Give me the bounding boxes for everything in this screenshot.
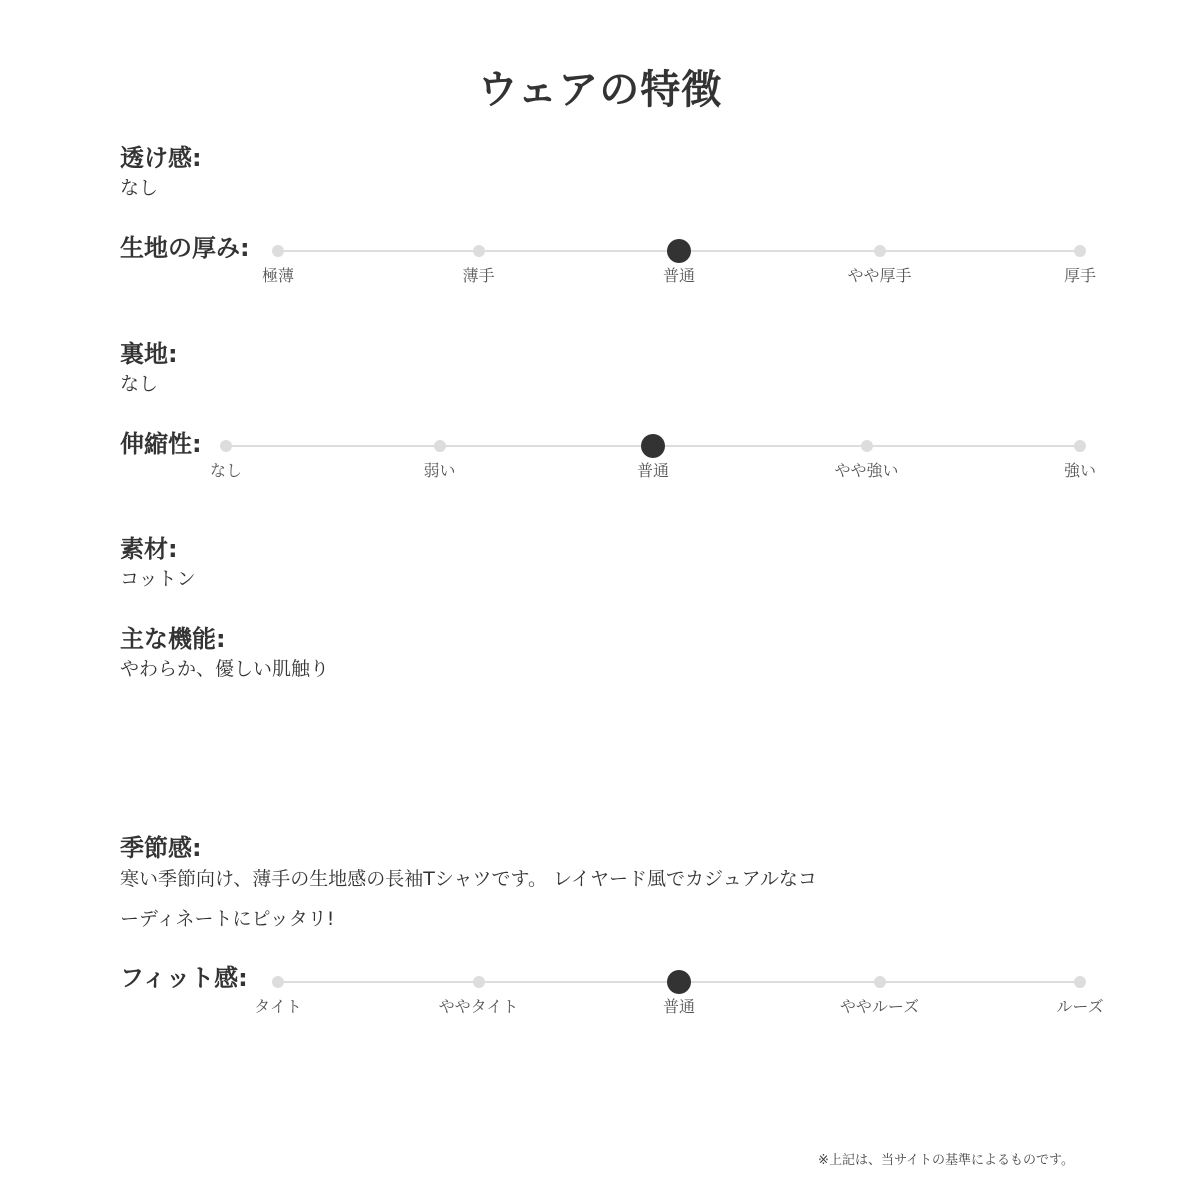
thickness-scale-dot-0 bbox=[272, 245, 284, 257]
stretch-scale-dot-2-selected bbox=[641, 434, 665, 458]
fit-scale-dot-4 bbox=[1074, 976, 1086, 988]
fit-scale-dot-3 bbox=[874, 976, 886, 988]
thickness-scale-dot-3 bbox=[874, 245, 886, 257]
fit-scale-label-2: 普通 bbox=[662, 997, 696, 1016]
page-title: ウェアの特徴 bbox=[477, 67, 723, 113]
fit-scale-label-3: ややルーズ bbox=[839, 997, 920, 1016]
stretch-scale-dot-0 bbox=[220, 440, 232, 452]
stretch-scale-dot-4 bbox=[1074, 440, 1086, 452]
thickness-scale-label-3: やや厚手 bbox=[847, 266, 912, 285]
season-label: 季節感: bbox=[120, 834, 202, 862]
lining-label: 裏地: bbox=[120, 340, 178, 368]
fit-scale-dot-1 bbox=[473, 976, 485, 988]
fit-scale-label-1: ややタイト bbox=[438, 997, 519, 1016]
fit-scale-dot-2-selected bbox=[667, 970, 691, 994]
season-text-line1: 寒い季節向け、薄手の生地感の長袖Tシャツです。 レイヤード風でカジュアルなコ bbox=[120, 868, 817, 890]
thickness-scale-dot-1 bbox=[473, 245, 485, 257]
features-value: やわらか、優しい肌触り bbox=[120, 658, 330, 680]
material-label: 素材: bbox=[120, 535, 178, 563]
fit-scale-dot-0 bbox=[272, 976, 284, 988]
footnote: ※上記は、当サイトの基準によるものです。 bbox=[818, 1153, 1074, 1168]
sheerness-label: 透け感: bbox=[120, 144, 202, 172]
stretch-scale-dot-1 bbox=[434, 440, 446, 452]
material-value: コットン bbox=[120, 568, 196, 590]
sheerness-value: なし bbox=[120, 177, 159, 199]
lining-value: なし bbox=[120, 373, 159, 395]
stretch-scale-label-0: なし bbox=[209, 461, 243, 480]
features-label: 主な機能: bbox=[120, 625, 226, 653]
stretch-scale-dot-3 bbox=[861, 440, 873, 452]
stretch-scale-label-4: 強い bbox=[1063, 461, 1097, 480]
thickness-scale-label-1: 薄手 bbox=[462, 266, 495, 285]
thickness-scale bbox=[261, 241, 1097, 285]
thickness-scale-label-0: 極薄 bbox=[261, 266, 295, 285]
fit-scale bbox=[254, 972, 1104, 1016]
fit-label: フィット感: bbox=[120, 964, 248, 992]
fit-scale-label-0: タイト bbox=[254, 997, 302, 1016]
stretch-scale-label-3: やや強い bbox=[834, 461, 899, 480]
stretch-scale-label-2: 普通 bbox=[636, 461, 670, 480]
fit-scale-label-4: ルーズ bbox=[1056, 997, 1104, 1016]
stretch-scale bbox=[209, 436, 1097, 480]
thickness-scale-label-4: 厚手 bbox=[1063, 266, 1097, 285]
thickness-scale-dot-4 bbox=[1074, 245, 1086, 257]
stretch-scale-label-1: 弱い bbox=[423, 461, 456, 480]
thickness-scale-dot-2-selected bbox=[667, 239, 691, 263]
stretch-label: 伸縮性: bbox=[120, 430, 202, 458]
thickness-label: 生地の厚み: bbox=[120, 234, 250, 262]
season-text-line2: ーディネートにピッタリ! bbox=[120, 908, 335, 930]
thickness-scale-label-2: 普通 bbox=[662, 266, 696, 285]
